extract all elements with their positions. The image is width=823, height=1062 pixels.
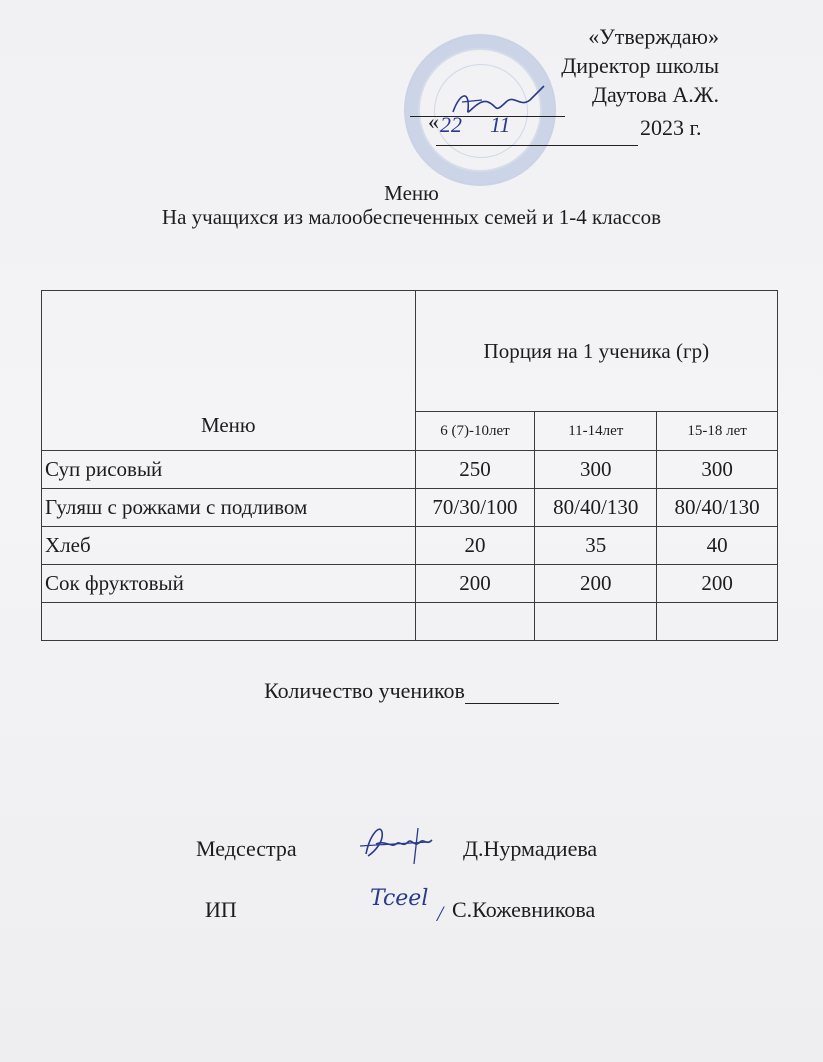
approval-date-day: 22 xyxy=(440,112,462,137)
dish-name xyxy=(42,603,416,641)
portion-cell: 20 xyxy=(415,527,535,565)
portion-cell: 80/40/130 xyxy=(535,489,657,527)
portion-cell: 35 xyxy=(535,527,657,565)
table-row xyxy=(42,565,778,603)
table-row xyxy=(42,489,778,527)
table-row xyxy=(42,451,778,489)
portion-cell: 80/40/130 xyxy=(657,489,778,527)
portion-cell: 250 xyxy=(415,451,535,489)
header-menu: Меню xyxy=(42,291,416,451)
title-subtitle: На учащихся из малообеспеченных семей и 1-4 классов xyxy=(161,205,662,229)
menu-table xyxy=(41,290,778,641)
approval-block xyxy=(389,22,719,109)
ip-signature: Tceel xyxy=(370,886,429,911)
document-title xyxy=(0,181,823,229)
director-title: Директор школы xyxy=(561,53,719,78)
portion-cell xyxy=(535,603,657,641)
students-count-blank xyxy=(465,683,559,704)
portion-cell: 70/30/100 xyxy=(415,489,535,527)
ip-name: С.Кожевникова xyxy=(452,897,596,922)
table-row-empty xyxy=(42,603,778,641)
title-main: Меню xyxy=(384,181,439,205)
portion-cell xyxy=(415,603,535,641)
approval-date-open: « xyxy=(428,109,439,134)
age-group-1: 6 (7)-10лет xyxy=(415,412,535,451)
dish-name: Гуляш с рожками с подливом xyxy=(42,489,416,527)
director-name: Даутова А.Ж. xyxy=(592,82,719,107)
portion-cell: 300 xyxy=(535,451,657,489)
portion-cell: 200 xyxy=(657,565,778,603)
portion-cell: 300 xyxy=(657,451,778,489)
table-header-row xyxy=(42,291,778,412)
portion-cell: 200 xyxy=(415,565,535,603)
approval-date-month: 11 xyxy=(490,112,511,137)
approval-date-year: 2023 г. xyxy=(640,115,702,140)
portion-cell xyxy=(657,603,778,641)
age-group-3: 15-18 лет xyxy=(657,412,778,451)
age-group-2: 11-14лет xyxy=(535,412,657,451)
header-portion: Порция на 1 ученика (гр) xyxy=(415,291,777,412)
nurse-signature xyxy=(356,818,440,868)
dish-name: Суп рисовый xyxy=(42,451,416,489)
ip-signature-mark: / xyxy=(437,901,444,926)
dish-name: Хлеб xyxy=(42,527,416,565)
approval-heading: «Утверждаю» xyxy=(588,24,719,49)
students-count-line xyxy=(0,678,823,704)
students-count-label: Количество учеников xyxy=(264,678,465,703)
date-underline xyxy=(436,145,638,146)
portion-cell: 40 xyxy=(657,527,778,565)
nurse-role: Медсестра xyxy=(196,836,297,861)
portion-cell: 200 xyxy=(535,565,657,603)
ip-role: ИП xyxy=(205,897,237,922)
nurse-name: Д.Нурмадиева xyxy=(463,836,598,861)
table-row xyxy=(42,527,778,565)
dish-name: Сок фруктовый xyxy=(42,565,416,603)
